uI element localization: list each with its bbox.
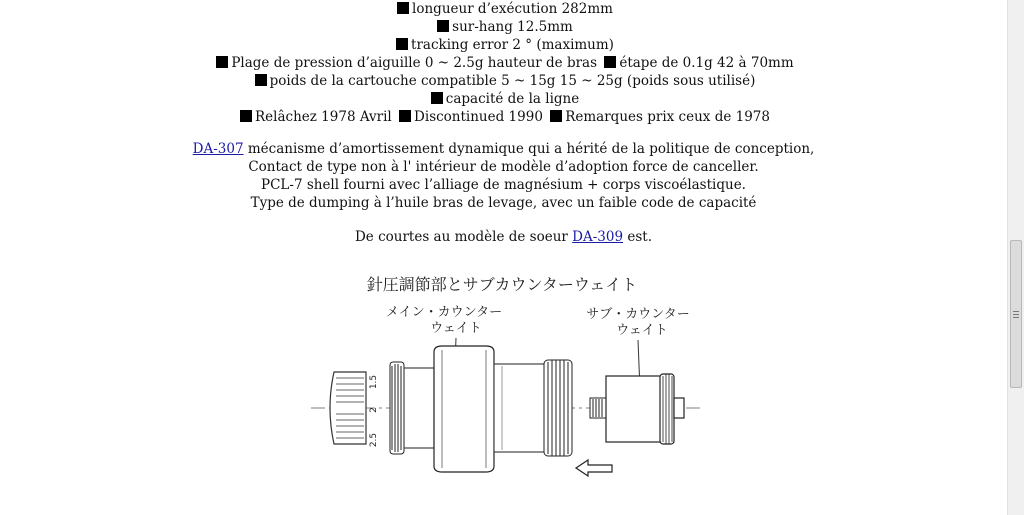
scrollbar-grip-icon — [1013, 314, 1019, 315]
insert-direction-arrow-icon — [576, 460, 612, 476]
bullet-square-icon — [255, 74, 267, 86]
spec-text: Plage de pression d’aiguille 0 ~ 2.5g hauteur de bras — [231, 55, 598, 71]
description-line — [0, 140, 1007, 158]
spec-run-length — [0, 0, 1007, 18]
main-counterweight — [434, 346, 494, 472]
knurled-ring — [544, 360, 572, 456]
sub-counterweight-label: サブ・カウンター — [586, 307, 690, 322]
bullet-square-icon — [604, 56, 616, 68]
spec-stylus-pressure — [0, 54, 1007, 72]
scrollbar-thumb[interactable] — [1010, 240, 1022, 388]
spec-text: sur-hang 12.5mm — [452, 19, 573, 35]
spec-text: longueur d’exécution 282mm — [412, 1, 613, 17]
spec-text: poids de la cartouche compatible 5 ~ 15g 15 ~ 25g (poids sous utilisé) — [269, 73, 756, 89]
sub-weight-pin — [590, 398, 606, 418]
da-307-link[interactable]: DA-307 — [192, 141, 244, 157]
sub-counterweight-label: ウェイト — [616, 323, 668, 338]
diagram-title: 針圧調節部とサブカウンターウェイト — [366, 275, 638, 294]
bullet-square-icon — [399, 110, 411, 122]
spec-tracking-error — [0, 36, 1007, 54]
spec-cartridge-weight — [0, 72, 1007, 90]
spec-line-capacity — [0, 90, 1007, 108]
knurled-ring — [390, 362, 404, 454]
da-309-link[interactable]: DA-309 — [572, 229, 624, 245]
description-line: Type de dumping à l’huile bras de levage, avec un faible code de capacité — [250, 195, 757, 211]
spec-overhang — [0, 18, 1007, 36]
scale-label: 2.5 — [369, 432, 379, 448]
spec-text: étape de 0.1g 42 à 70mm — [619, 55, 794, 71]
bullet-square-icon — [437, 20, 449, 32]
bullet-square-icon — [396, 38, 408, 50]
sister-text: est. — [623, 229, 653, 245]
main-counterweight-label: メイン・カウンター — [385, 305, 503, 320]
scale-label: 1.5 — [369, 374, 379, 390]
arm-shaft — [404, 368, 434, 448]
scale-label: 2 — [369, 407, 379, 413]
scrollbar-grip-icon — [1013, 317, 1019, 318]
vertical-scrollbar[interactable] — [1007, 0, 1024, 515]
main-counterweight-label: ウェイト — [430, 321, 482, 336]
spec-text: Relâchez 1978 Avril — [255, 109, 392, 125]
sub-counterweight — [606, 374, 684, 444]
spec-release — [0, 108, 1007, 126]
description-line: Contact de type non à l' intérieur de modèle d’adoption force de canceller. — [248, 159, 759, 175]
sister-model-paragraph — [0, 228, 1007, 246]
description-paragraph — [0, 140, 1007, 212]
description-text: mécanisme d’amortissement dynamique qui a hérité de la politique de conception, — [243, 141, 815, 157]
bullet-square-icon — [216, 56, 228, 68]
spec-text: capacité de la ligne — [445, 91, 580, 107]
scrollbar-grip-icon — [1013, 311, 1019, 312]
spec-text: Remarques prix ceux de 1978 — [565, 109, 770, 125]
sister-text: De courtes au modèle de soeur — [354, 229, 573, 245]
counterweight-diagram — [306, 260, 704, 500]
counterweight-diagram-svg — [306, 260, 704, 500]
spec-text: Discontinued 1990 — [414, 109, 543, 125]
description-line: PCL-7 shell fourni avec l’alliage de magnésium + corps viscoélastique. — [261, 177, 746, 193]
pressure-dial — [330, 372, 366, 444]
bullet-square-icon — [397, 2, 409, 14]
arm-shaft — [494, 364, 546, 452]
bullet-square-icon — [431, 92, 443, 104]
bullet-square-icon — [550, 110, 562, 122]
spec-text: tracking error 2 ° (maximum) — [411, 37, 614, 53]
spec-list — [0, 0, 1007, 126]
bullet-square-icon — [240, 110, 252, 122]
